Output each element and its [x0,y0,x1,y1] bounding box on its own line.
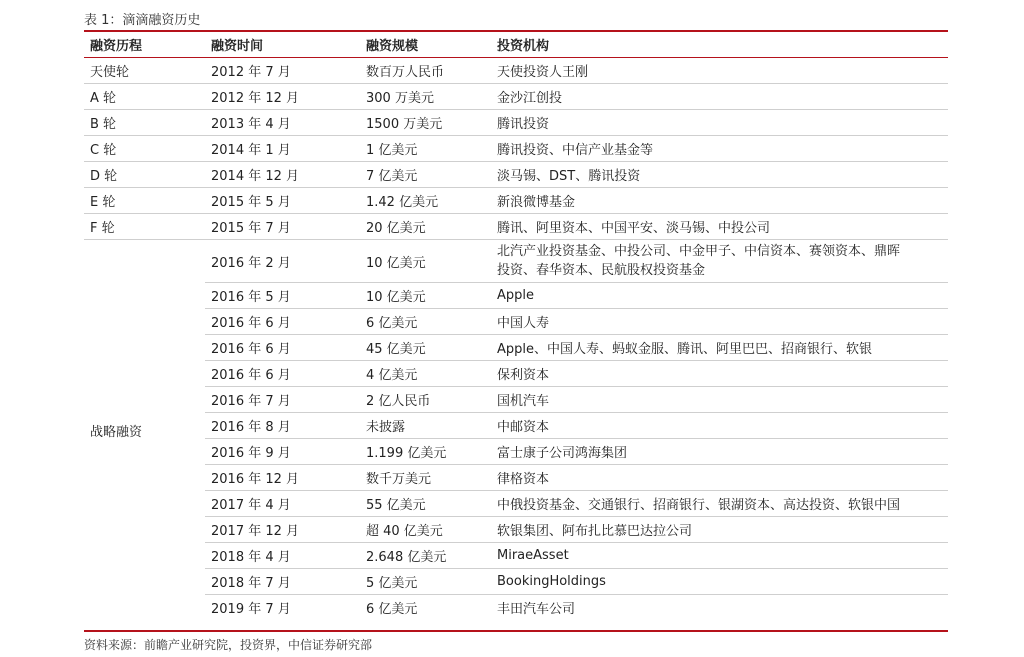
table-row [84,214,948,240]
cell-investors: 淡马锡、DST、腾讯投资 [491,162,948,188]
cell-date: 2015 年 5 月 [205,188,360,214]
cell-investors: 新浪微博基金 [491,188,948,214]
table-row [84,110,948,136]
table-row [84,543,948,569]
cell-investors: 律格资本 [491,465,948,491]
source-note: 资料来源：前瞻产业研究院，投资界，中信证券研究部 [84,638,373,652]
table-row [84,335,948,361]
cell-date: 2018 年 4 月 [205,543,360,569]
table-row [84,309,948,335]
header-amount: 融资规模 [360,32,491,58]
cell-investors: 中俄投资基金、交通银行、招商银行、银湖资本、高达投资、软银中国 [491,491,948,517]
header-investors: 投资机构 [491,32,948,58]
cell-amount: 超 40 亿美元 [360,517,491,543]
cell-investors: BookingHoldings [491,569,948,595]
cell-date: 2014 年 12 月 [205,162,360,188]
table-row [84,58,948,84]
table-row [84,361,948,387]
cell-amount: 55 亿美元 [360,491,491,517]
cell-stage: 天使轮 [84,58,205,84]
cell-investors: 软银集团、阿布扎比慕巴达拉公司 [491,517,948,543]
cell-amount: 2 亿人民币 [360,387,491,413]
cell-investors [491,240,948,283]
cell-date: 2015 年 7 月 [205,214,360,240]
table-row [84,84,948,110]
cell-amount: 1.42 亿美元 [360,188,491,214]
table-row [84,283,948,309]
cell-date: 2016 年 7 月 [205,387,360,413]
table-caption: 表 1：滴滴融资历史 [84,13,201,28]
cell-date: 2019 年 7 月 [211,602,291,617]
cell-stage: F 轮 [84,214,205,240]
cell-investors: Apple、中国人寿、蚂蚁金服、腾讯、阿里巴巴、招商银行、软银 [491,335,948,361]
header-stage: 融资历程 [84,32,205,58]
cell-date: 2016 年 6 月 [205,361,360,387]
table-row [84,387,948,413]
table-row [84,491,948,517]
cell-investors: MiraeAsset [491,543,948,569]
cell-amount: 20 亿美元 [360,214,491,240]
cell-date: 2016 年 6 月 [205,335,360,361]
cell-date: 2016 年 5 月 [205,283,360,309]
table-row [84,439,948,465]
cell-amount: 6 亿美元 [366,602,418,617]
cell-investors: 富士康子公司鸿海集团 [491,439,948,465]
cell-amount: 1 亿美元 [360,136,491,162]
table-row [84,162,948,188]
cell-stage: C 轮 [84,136,205,162]
table-row [84,136,948,162]
cell-date: 2012 年 12 月 [205,84,360,110]
cell-amount: 7 亿美元 [360,162,491,188]
cell-date: 2017 年 12 月 [205,517,360,543]
cell-stage: A 轮 [84,84,205,110]
cell-investors: 中邮资本 [491,413,948,439]
bottom-rule [84,630,948,632]
financing-table [84,32,948,620]
cell-date: 2018 年 7 月 [205,569,360,595]
cell-investors: 腾讯投资、中信产业基金等 [491,136,948,162]
table-row [84,595,948,621]
cell-amount: 300 万美元 [360,84,491,110]
cell-investors: 丰田汽车公司 [497,602,576,617]
cell-date: 2016 年 6 月 [205,309,360,335]
cell-amount: 10 亿美元 [360,283,491,309]
cell-stage: D 轮 [84,162,205,188]
cell-date: 2012 年 7 月 [205,58,360,84]
cell-amount: 2.648 亿美元 [360,543,491,569]
cell-investors: 腾讯投资 [491,110,948,136]
cell-investors: 国机汽车 [491,387,948,413]
cell-investors: 保利资本 [491,361,948,387]
cell-investors: Apple [491,283,948,309]
header-row [84,32,948,58]
header-date: 融资时间 [205,32,360,58]
cell-stage-strategic: 战略融资 [90,424,143,440]
investors-line-2: 投资、春华资本、民航股权投资基金 [497,263,706,278]
cell-amount: 数百万人民币 [360,58,491,84]
table-row [84,465,948,491]
cell-amount: 6 亿美元 [360,309,491,335]
table-row [84,569,948,595]
cell-date: 2016 年 8 月 [205,413,360,439]
cell-date: 2017 年 4 月 [205,491,360,517]
cell-amount: 未披露 [360,413,491,439]
cell-date: 2014 年 1 月 [205,136,360,162]
table-row [84,413,948,439]
cell-amount: 5 亿美元 [360,569,491,595]
cell-amount: 1.199 亿美元 [360,439,491,465]
cell-amount: 10 亿美元 [360,240,491,283]
cell-date: 2013 年 4 月 [205,110,360,136]
table-row [84,240,948,283]
cell-stage: B 轮 [84,110,205,136]
table-row [84,188,948,214]
cell-investors: 腾讯、阿里资本、中国平安、淡马锡、中投公司 [491,214,948,240]
cell-date: 2016 年 2 月 [205,240,360,283]
cell-stage: E 轮 [84,188,205,214]
investors-line-1: 北汽产业投资基金、中投公司、中金甲子、中信资本、赛领资本、鼎晖 [497,244,901,259]
cell-investors: 金沙江创投 [491,84,948,110]
cell-investors: 中国人寿 [491,309,948,335]
cell-investors: 天使投资人王刚 [491,58,948,84]
cell-amount: 数千万美元 [360,465,491,491]
cell-amount: 45 亿美元 [360,335,491,361]
cell-amount: 1500 万美元 [360,110,491,136]
cell-date: 2016 年 12 月 [205,465,360,491]
cell-amount: 4 亿美元 [360,361,491,387]
table-row [84,517,948,543]
cell-date: 2016 年 9 月 [205,439,360,465]
